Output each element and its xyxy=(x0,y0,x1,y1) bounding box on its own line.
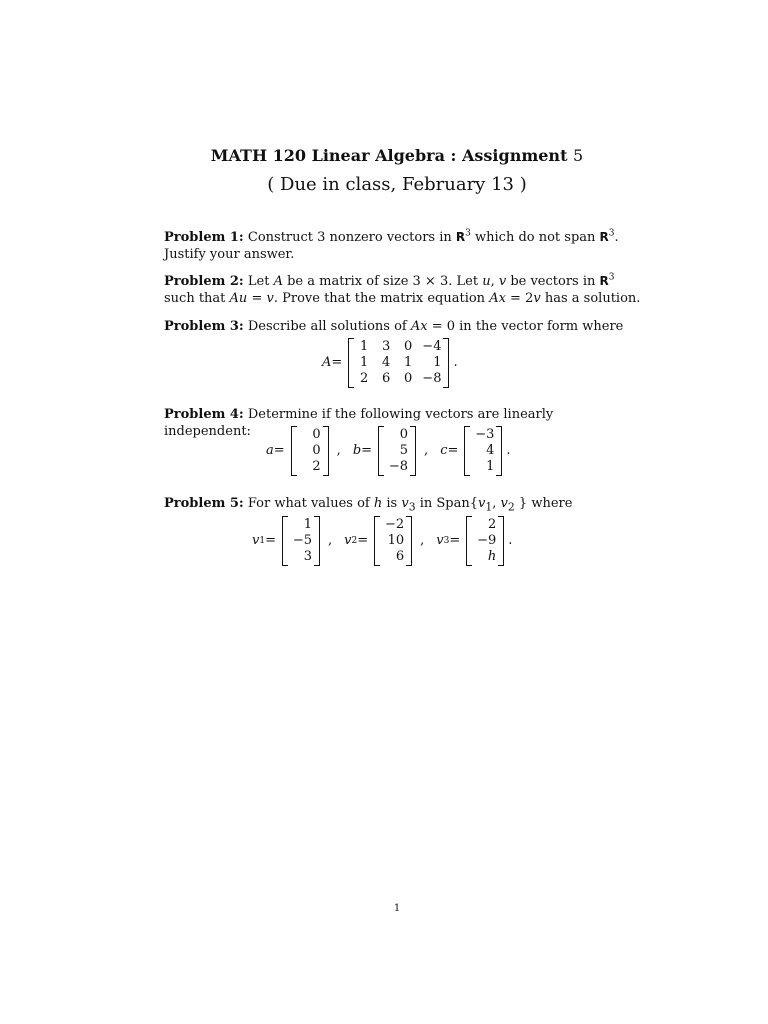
problem-text: such that xyxy=(164,291,230,306)
problem-text: Determine if the following vectors are linearly independent: xyxy=(164,407,554,439)
matrix-name: A xyxy=(322,355,332,370)
period: . xyxy=(453,355,458,370)
subscript: 1 xyxy=(485,500,493,514)
matrix-cell: −8 xyxy=(422,371,442,386)
problem-text: where xyxy=(527,496,573,511)
matrix-cell: 1 xyxy=(360,355,369,370)
problem-2 xyxy=(164,273,642,307)
math-symbol: A xyxy=(273,274,283,289)
math-symbol: v xyxy=(478,496,486,511)
vectors-v123 xyxy=(252,516,512,566)
vector-entry: 0 xyxy=(399,427,409,442)
problem-text: Describe all solutions of xyxy=(247,319,411,334)
vector-grid xyxy=(474,517,496,565)
vector-entry: −8 xyxy=(388,459,409,474)
vector-subscript: 3 xyxy=(443,536,450,546)
equals-sign: = xyxy=(449,533,461,548)
vector-entry: 2 xyxy=(312,459,321,474)
vector-grid xyxy=(386,427,408,475)
reals-symbol: R xyxy=(455,230,466,244)
problem-text: has a solution. xyxy=(540,291,641,306)
vector-name: b xyxy=(352,443,362,458)
matrix-cell: 1 xyxy=(360,339,369,354)
comma: , xyxy=(420,533,425,548)
vector-name: v xyxy=(436,533,444,548)
vector-entry: 1 xyxy=(303,517,312,532)
period: . xyxy=(508,533,513,548)
vector-entry: 0 xyxy=(312,427,321,442)
problem-1 xyxy=(164,229,642,263)
matrix-cell: 2 xyxy=(360,371,369,386)
column-vector xyxy=(464,426,502,476)
matrix-cell: 1 xyxy=(433,355,442,370)
vector-subscript: 2 xyxy=(351,536,358,546)
problem-text: = 2 xyxy=(505,291,534,306)
page-number: 1 xyxy=(393,903,401,914)
exponent: 3 xyxy=(608,228,615,239)
equals-sign: = xyxy=(361,443,373,458)
matrix-cell: 4 xyxy=(382,355,391,370)
vector-entry: −9 xyxy=(477,533,497,548)
math-symbol: v xyxy=(401,496,409,511)
matrix-cell: 0 xyxy=(404,371,413,386)
vector-entry: 1 xyxy=(486,459,495,474)
problem-3 xyxy=(164,318,642,335)
matrix-a xyxy=(348,338,449,388)
comma: , xyxy=(424,443,429,458)
math-symbol: Ax xyxy=(410,319,428,334)
matrix-cell: −4 xyxy=(422,339,442,354)
vector-subscript: 1 xyxy=(259,536,266,546)
matrix-cell: 6 xyxy=(382,371,391,386)
problem-label: Problem 1: xyxy=(164,230,244,245)
equals-sign: = xyxy=(331,355,343,370)
math-symbol: v xyxy=(500,496,508,511)
column-vector xyxy=(466,516,504,566)
math-symbol: v xyxy=(498,274,507,289)
column-vector xyxy=(282,516,320,566)
problem-text: For what values of xyxy=(247,496,374,511)
equals-sign: = xyxy=(273,443,285,458)
brace: } xyxy=(514,496,528,511)
matrix-cell: 1 xyxy=(404,355,413,370)
period: . xyxy=(506,443,511,458)
problem-text: . Justify your answer. xyxy=(164,230,619,262)
exponent: 3 xyxy=(608,272,615,283)
column-vector xyxy=(378,426,416,476)
vector-name: c xyxy=(440,443,448,458)
vector-entry: 5 xyxy=(399,443,409,458)
problem-text: = 0 in the vector form where xyxy=(427,319,624,334)
vector-grid xyxy=(299,427,321,475)
problem-text: which do not span xyxy=(470,230,600,245)
problem-text: be vectors in xyxy=(506,274,600,289)
problem-text: in Span xyxy=(415,496,470,511)
problem-text: Construct 3 nonzero vectors in xyxy=(247,230,456,245)
vectors-abc xyxy=(266,426,511,476)
subscript: 3 xyxy=(408,500,416,514)
comma: , xyxy=(328,533,333,548)
matrix-grid xyxy=(356,339,441,387)
matrix-cell: 3 xyxy=(382,339,391,354)
column-vector xyxy=(374,516,412,566)
vector-grid xyxy=(290,517,312,565)
vector-entry: 10 xyxy=(387,533,405,548)
matrix-a-equation xyxy=(322,338,458,388)
exponent: 3 xyxy=(465,228,471,239)
problem-5 xyxy=(164,495,642,516)
subscript: 2 xyxy=(507,500,515,514)
vector-entry: −5 xyxy=(292,533,312,548)
problem-text: be a matrix of size 3 × 3. Let xyxy=(282,274,483,289)
problem-label: Problem 5: xyxy=(164,496,244,511)
vector-entry: −2 xyxy=(384,517,405,532)
math-symbol: h xyxy=(373,496,383,511)
vector-name: a xyxy=(266,443,274,458)
problem-text: , xyxy=(492,496,501,511)
problem-label: Problem 2: xyxy=(164,274,244,289)
math-symbol: v xyxy=(266,291,274,306)
vector-name: v xyxy=(344,533,352,548)
vector-grid xyxy=(472,427,494,475)
problem-label: Problem 3: xyxy=(164,319,244,334)
problem-text: = xyxy=(247,291,267,306)
equals-sign: = xyxy=(447,443,459,458)
equals-sign: = xyxy=(265,533,276,548)
vector-name: v xyxy=(252,533,260,548)
vector-entry: 0 xyxy=(312,443,321,458)
comma: , xyxy=(336,443,341,458)
assignment-number: 5 xyxy=(573,146,584,165)
problem-text: . Prove that the matrix equation xyxy=(273,291,490,306)
assignment-title xyxy=(0,146,768,165)
problem-label: Problem 4: xyxy=(164,407,244,422)
due-date: ( Due in class, February 13 ) xyxy=(267,174,527,195)
vector-entry: 6 xyxy=(395,549,405,564)
brace: { xyxy=(469,496,479,511)
problem-text: is xyxy=(382,496,402,511)
math-symbol: v xyxy=(533,291,541,306)
problem-text: Let xyxy=(247,274,274,289)
reals-symbol: R xyxy=(599,230,609,244)
math-symbol: Au xyxy=(229,291,248,306)
vector-grid xyxy=(382,517,404,565)
matrix-cell: 0 xyxy=(404,339,413,354)
title-text: MATH 120 Linear Algebra : Assignment xyxy=(210,146,568,165)
vector-entry: h xyxy=(487,549,497,564)
vector-entry: 4 xyxy=(486,443,495,458)
math-symbol: Ax xyxy=(489,291,506,306)
vector-entry: 3 xyxy=(303,549,312,564)
vector-entry: 2 xyxy=(488,517,497,532)
equals-sign: = xyxy=(357,533,369,548)
reals-symbol: R xyxy=(599,274,609,288)
vector-entry: −3 xyxy=(475,427,495,442)
column-vector xyxy=(291,426,329,476)
problem-text: , xyxy=(490,274,499,289)
math-symbol: u xyxy=(482,274,491,289)
